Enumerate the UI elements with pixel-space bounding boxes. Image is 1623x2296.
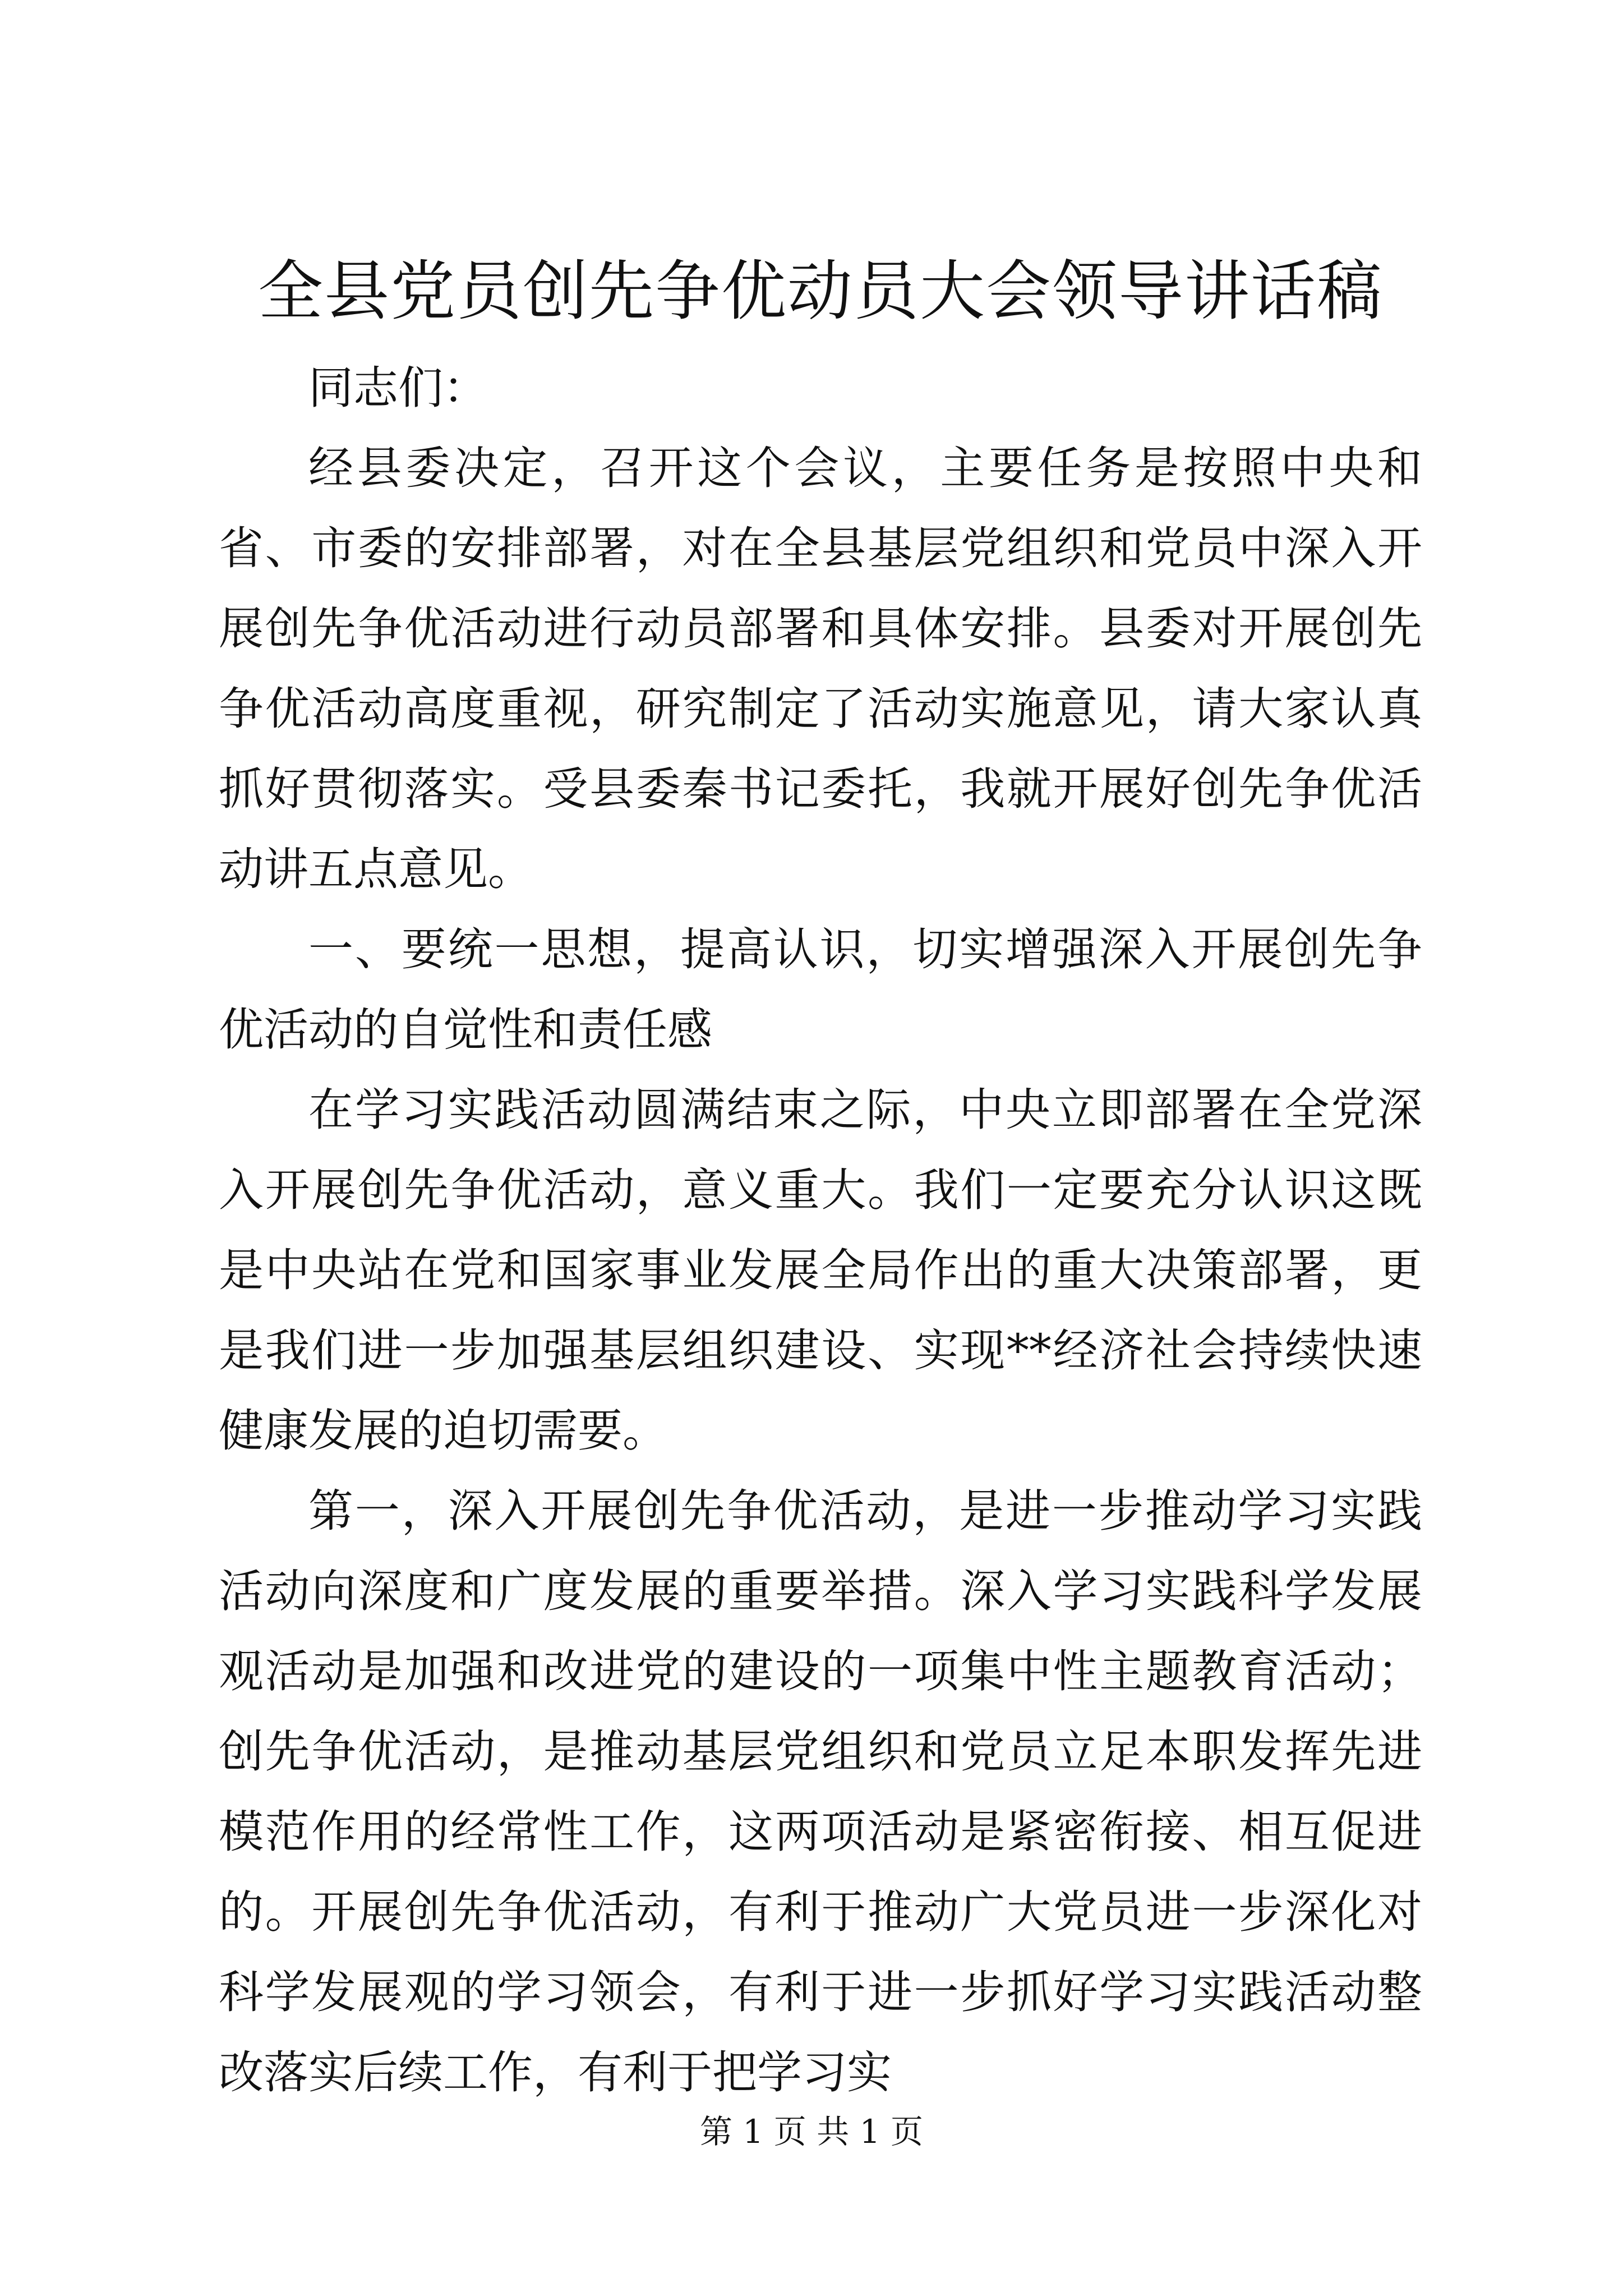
paragraph-point-1: 第一，深入开展创先争优活动，是进一步推动学习实践活动向深度和广度发展的重要举措。深入学习实践科学发展观活动是加强和改进党的建设的一项集中性主题教育活动；创先争优活动，是推动基层党组织和党员立足本职发挥先进模范作用的经常性工作，这两项活动是紧密衔接、相互促进的。开展创先争优活动，有利于推动广大党员进一步深化对科学发展观的学习领会，有利于进一步抓好学习实践活动整改落实后续工作，有利于把学习实: [219, 1485, 1422, 2099]
paragraph-significance: 在学习实践活动圆满结束之际，中央立即部署在全党深入开展创先争优活动，意义重大。我们一定要充分认识这既是中央站在党和国家事业发展全局作出的重大决策部署，更是我们进一步加强基层组织建设、实现**经济社会持续快速健康发展的迫切需要。: [219, 1084, 1422, 1457]
document-title: 全县党员创先争优动员大会领导讲话稿: [258, 254, 1383, 329]
page-footer: 第 1 页 共 1 页: [700, 2113, 923, 2151]
section-heading-1: 一、要统一思想，提高认识，切实增强深入开展创先争优活动的自觉性和责任感: [219, 923, 1422, 1056]
paragraph-intro: 经县委决定，召开这个会议，主要任务是按照中央和省、市委的安排部署，对在全县基层党组织和党员中深入开展创先争优活动进行动员部署和具体安排。县委对开展创先争优活动高度重视，研究制定了活动实施意见，请大家认真抓好贯彻落实。受县委秦书记委托，我就开展好创先争优活动讲五点意见。: [219, 442, 1422, 895]
salutation: 同志们：: [308, 362, 488, 414]
document-body: [219, 247, 1422, 2113]
